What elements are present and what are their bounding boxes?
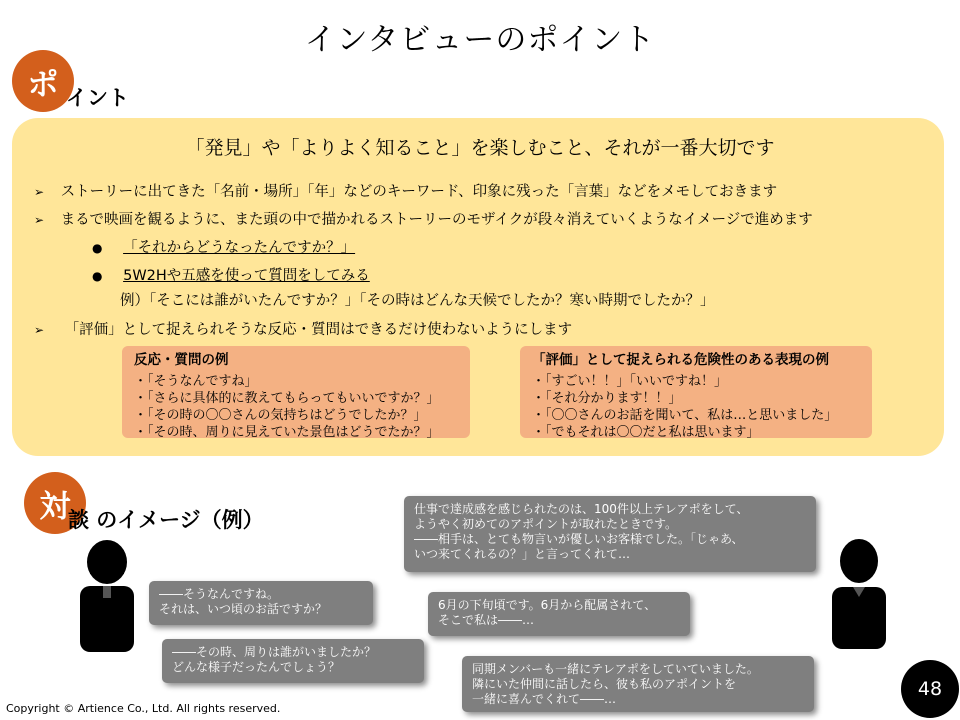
interviewer-bubble: ――そうなんですね。 それは、いつ頃のお話ですか？ [149, 581, 373, 625]
evaluation-risk-example: ・「〇〇さんのお話を聞いて、私は…と思いました」 [532, 408, 838, 423]
panel-headline: 「発見」や「よりよく知ること」を楽しむこと、それが一番大切です [185, 137, 775, 159]
speaker-bubble: 6月の下旬頃です。6月から配属されて、 そこで私は――… [428, 592, 690, 636]
point-item-1: ➢ ストーリーに出てきた「名前・場所」「年」などのキーワード、印象に残った「言葉」などをメモしておきます [34, 184, 778, 200]
point-item-2: ➢ まるで映画を観るように、また頭の中で描かれるストーリーのモザイクが段々消えていくようなイメージで進めます [34, 212, 813, 228]
evaluation-risk-example: ・「すごい！！」「いいですね！」 [532, 374, 728, 389]
reaction-examples-heading: 反応・質問の例 [134, 352, 229, 368]
section-badge-point: ポ [12, 50, 74, 112]
evaluation-risk-example: ・「でもそれは〇〇だと私は思います」 [532, 425, 760, 440]
sub-item-2: ● 5W2Hや五感を使って質問をしてみる [92, 268, 370, 284]
evaluation-risk-heading: 「評価」として捉えられる危険性のある表現の例 [532, 352, 829, 368]
speaker-bubble: 同期メンバーも一緒にテレアポをしていていました。 隣にいた仲間に話したら、彼も私のアポイントを 一緒に喜んでくれて――… [462, 656, 814, 712]
section-badge-dialogue: 対 [24, 472, 86, 534]
reaction-example: ・「その時、周りに見えていた景色はどうでたか？」 [134, 425, 440, 440]
reaction-example: ・「その時の〇〇さんの気持ちはどうでしたか？」 [134, 408, 427, 423]
bullet-icon: ● [92, 241, 103, 255]
speaker-bubble: 仕事で達成感を感じられたのは、100件以上テレアポをして、 ようやく初めてのアポイントが取れたときです。 ――相手は、とても物言いが優しいお客様でした。「じゃあ、 いつ来てくれるの？」と言ってくれて… [404, 496, 816, 572]
sub-item-1: ● 「それからどうなったんですか？」 [92, 240, 356, 256]
person-silhouette-icon [828, 537, 890, 649]
arrow-right-icon: ➢ [34, 185, 45, 199]
page-number: 48 [901, 660, 959, 718]
section-title-dialogue: 談 のイメージ（例） [68, 508, 264, 532]
point-item-3: ➢ 「評価」として捉えられそうな反応・質問はできるだけ使わないようにします [34, 322, 573, 338]
section-title-point: イント [66, 86, 129, 110]
person-silhouette-icon [76, 540, 138, 652]
page-title: インタビューのポイント [304, 22, 656, 58]
copyright-text: Copyright © Artience Co., Ltd. All rights reserved. [6, 702, 281, 715]
interviewer-bubble: ――その時、周りは誰がいましたか？ どんな様子だったんでしょう？ [162, 639, 424, 683]
bullet-icon: ● [92, 269, 103, 283]
arrow-right-icon: ➢ [34, 213, 45, 227]
arrow-right-icon: ➢ [34, 323, 45, 337]
evaluation-risk-example: ・「それ分かります！！」 [532, 391, 682, 406]
reaction-example: ・「さらに具体的に教えてもらってもいいですか？」 [134, 391, 440, 406]
example-text: 例）「そこには誰がいたんですか？」「その時はどんな天候でしたか？寒い時期でしたか？」 [120, 293, 715, 309]
reaction-example: ・「そうなんですね」 [134, 374, 258, 389]
